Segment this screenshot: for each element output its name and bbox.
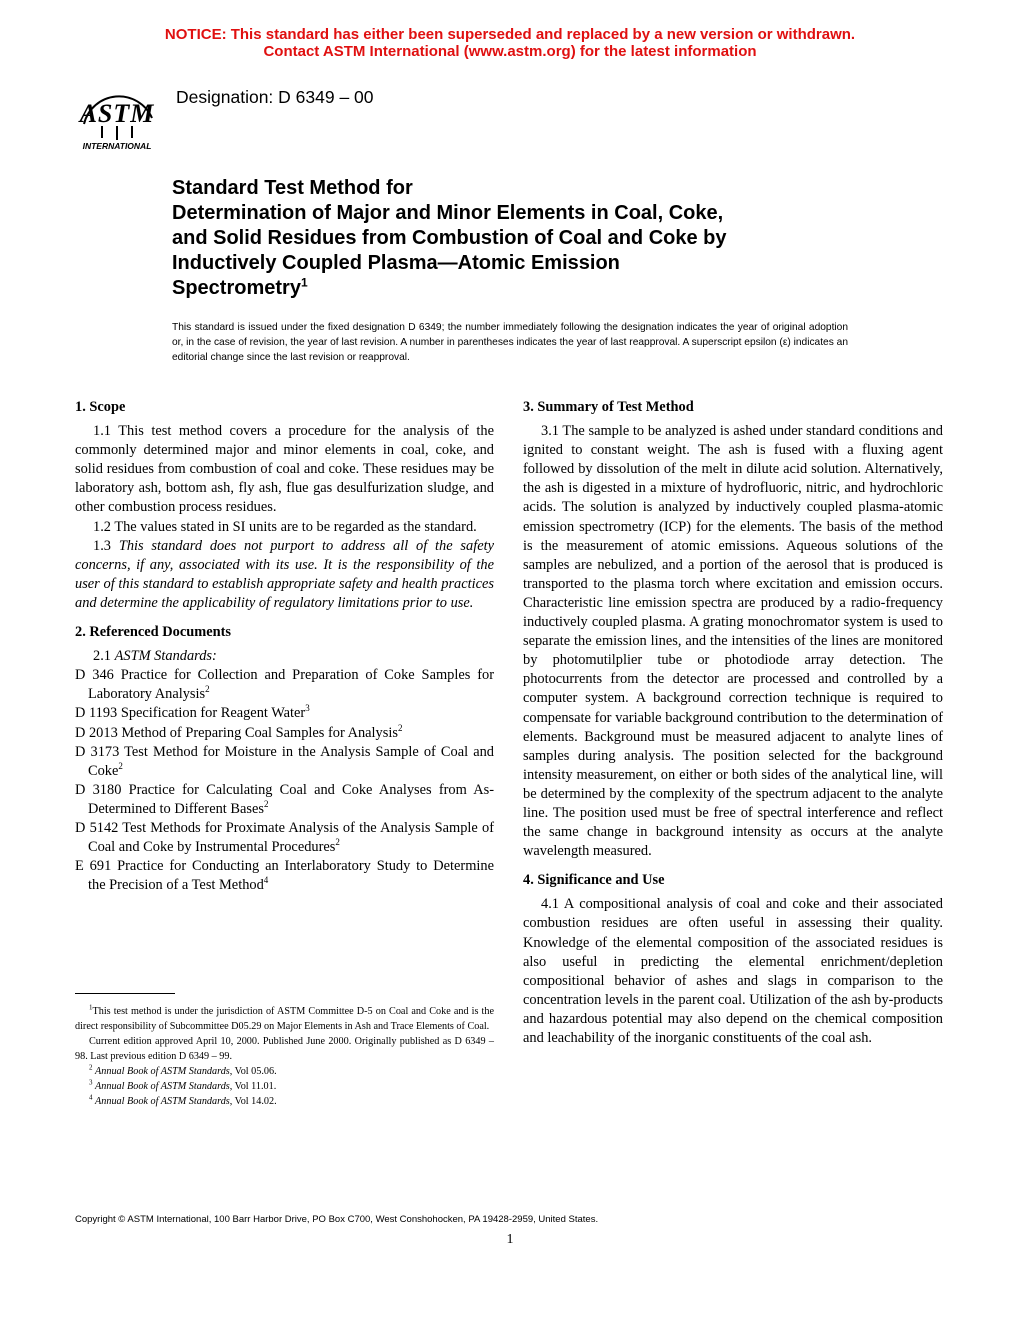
page-number: 1 [506,1232,514,1247]
paragraph-1-3-number: 1.3 [93,537,111,554]
title-line-5: Spectrometry [172,277,301,299]
paragraph-4-1: 4.1 A compositional analysis of coal and coke and their associated combustion residues are often useful in assessing their quality. Knowledge of the elemental composition of the associated residues is also useful in predicting the elemental enrichment/depletion compositional behavior of ashes and slags in comparison to the concentration levels in the parent coal. Utilization of the ash by-products and hazardous potential may also depend on the chemical composition and leachability of the inorganic constituents of the coal ash. [523,896,943,1046]
reference-item: D 2013 Method of Preparing Coal Samples for Analysis$^2$ [75,722,403,741]
astm-logo [72,78,162,152]
section-referenced-documents [75,623,494,895]
section-summary [523,398,943,861]
paragraph-2-1-text: ASTM Standards: [114,648,217,665]
designation: Designation: D 6349 – 00 [176,87,374,107]
notice-line-1: NOTICE: This standard has either been superseded and replaced by a new version or withdrawn. [164,26,856,43]
reference-item: D 346 Practice for Collection and Preparation of Coke Samples for Laboratory Analysis$^2$ [75,667,494,703]
issued-note: This standard is issued under the fixed designation D 6349; the number immediately following the designation indicates the year of original adoption or, in the case of revision, the year of last revision. A number in parentheses indicates the year of last reapproval. A superscript epsilon (ε) indicates an editorial change since the last revision or reapproval. [172,322,848,363]
superseded-notice [0,26,1020,60]
logo-letters: ASTM [79,99,155,128]
footnote-3: $^3$ Annual Book of ASTM Standards, Vol 11.01. [89,1078,277,1092]
paragraph-1-3-text: This standard does not purport to address all of the safety concerns, if any, associated with its use. It is the responsibility of the user of this standard to establish appropriate safety and health practices and determine the applicability of regulatory limitations prior to use. [75,537,494,611]
section-significance [523,871,943,1048]
title-line-3: and Solid Residues from Combustion of Coal and Coke by [172,227,727,249]
logo-subtitle: INTERNATIONAL [82,141,152,151]
paragraph-1-2: 1.2 The values stated in SI units are to be regarded as the standard. [93,518,477,535]
reference-item: E 691 Practice for Conducting an Interlaboratory Study to Determine the Precision of a Test Method$^4$ [75,858,494,894]
left-column [75,398,494,905]
title-line-2: Determination of Major and Minor Elements in Coal, Coke, [172,202,724,224]
footnote-2: $^2$ Annual Book of ASTM Standards, Vol 05.06. [89,1063,277,1077]
paragraph-2-1 [75,647,494,666]
footnotes [75,1004,494,1109]
scope-heading: 1. Scope [75,399,126,415]
document-title [172,176,872,301]
footnote-1-edition: Current edition approved April 10, 2000. Published June 2000. Originally published as D 6349 – 98. Last previous edition D 6349 – 99. [75,1036,494,1062]
referenced-heading: 2. Referenced Documents [75,624,231,641]
reference-item: D 1193 Specification for Reagent Water$^3$ [75,703,310,722]
footnote-divider [75,993,175,994]
paragraph-3-1: 3.1 The sample to be analyzed is ashed under standard conditions and ignited to constant weight. The ash is fused with a fluxing agent followed by dissolution of the melt in dilute acid solution. Alternatively, the ash is digested in a mixture of hydrofluoric, nitric, and hydrochloric acids. The solution is analyzed by inductively coupled plasma-atomic emission spectrometry (ICP) for the elements. The basis of the method is the measurement of atomic emissions. Aqueous solutions of the samples are nebulized, and a portion of the aerosol that is produced is transported to the plasma torch where excitation and emission occurs. Characteristic line emission spectra are produced by a radio-frequency inductively coupled plasma. A grating monochromator system is used to separate the emission lines, and the intensities of the lines are monitored by photomutilplier tube or photodiode array detection. The photocurrents from the detector are processed and controlled by a computer system. A background correction technique is required to compensate for variable background contribution to the determination of elements. Background must be measured adjacent to analyte lines of samples during analysis. The position selected for the background intensity measurement, on either or both sides of the analytical line, will be determined by the complexity of the spectrum adjacent to the analyte line. The position used must be free of spectral interference and reflect the same change in background intensity as occurs at the analyte wavelength measured. [523,423,943,860]
reference-item: D 3180 Practice for Calculating Coal and Coke Analyses from As-Determined to Different Bases$^2$ [75,781,494,817]
footnote-4: $^4$ Annual Book of ASTM Standards, Vol 14.02. [89,1093,277,1107]
title-line-4: Inductively Coupled Plasma—Atomic Emission [172,252,620,274]
section-scope [75,398,494,613]
summary-heading: 3. Summary of Test Method [523,399,694,415]
footnote-1: $^1$This test method is under the jurisdiction of ASTM Committee D-5 on Coal and Coke and is the direct responsibility of Subcommittee D05.29 on Major Elements in Ash and Trace Elements of Coal. [75,1003,494,1032]
reference-item: D 3173 Test Method for Moisture in the Analysis Sample of Coal and Coke$^2$ [75,743,494,779]
paragraph-2-1-number: 2.1 [93,648,111,665]
reference-item: D 5142 Test Methods for Proximate Analysis of the Analysis Sample of Coal and Coke by Instrumental Procedures$^2$ [75,819,494,856]
notice-line-2: Contact ASTM International (www.astm.org) for the latest information [263,43,757,60]
copyright: Copyright © ASTM International, 100 Barr Harbor Drive, PO Box C700, West Conshohocken, PA 19428-2959, United States. [75,1214,599,1225]
significance-heading: 4. Significance and Use [523,872,665,889]
title-footnote-mark: 1 [300,275,308,290]
paragraph-1-1: 1.1 This test method covers a procedure for the analysis of the commonly determined major and minor elements in coal, coke, and solid residues from combustion of coal and coke. These residues may be laboratory ash, bottom ash, fly ash, flue gas desulfurization sludge, and other combustion process residues. [75,423,494,516]
paragraph-1-3 [75,537,494,613]
title-line-1: Standard Test Method for [172,177,413,199]
right-column [523,398,943,1058]
